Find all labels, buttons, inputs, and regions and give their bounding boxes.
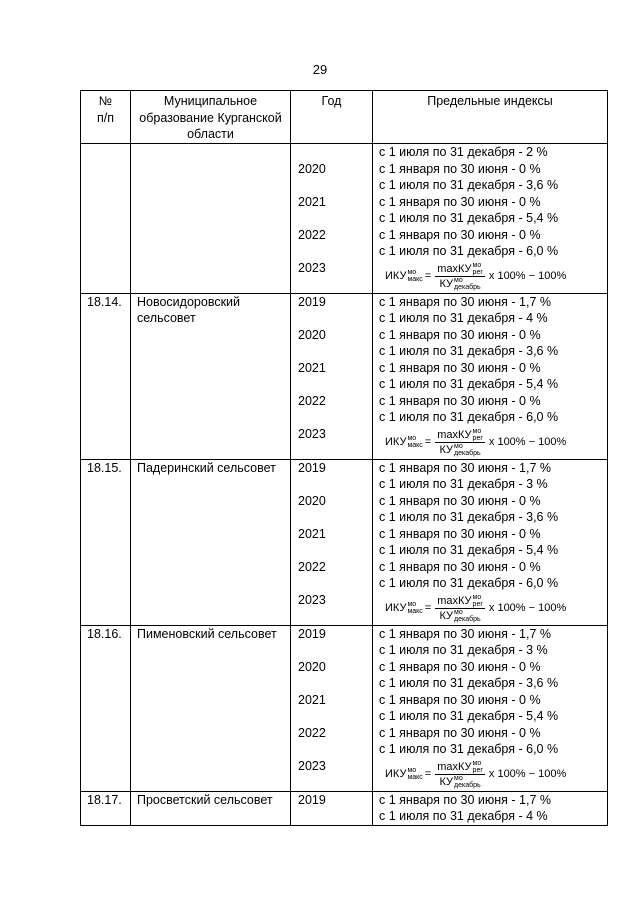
formula-numerator (435, 760, 485, 775)
year-label: 2020 (298, 161, 326, 176)
indices-cell (373, 144, 608, 294)
formula-den-text: КУ (439, 277, 453, 290)
index-line: с 1 июля по 31 декабря - 3,6 % (379, 676, 559, 690)
formula-lhs-sup: мо (407, 601, 417, 608)
year-label: 2020 (298, 659, 326, 674)
index-line: с 1 июля по 31 декабря - 6,0 % (379, 576, 559, 590)
index-line: с 1 января по 30 июня - 0 % (379, 493, 541, 508)
formula-den-index (454, 609, 481, 623)
index-line: с 1 июля по 31 декабря - 6,0 % (379, 410, 559, 424)
formula-tail: x 100% − 100% (488, 269, 567, 282)
indices-cell (373, 459, 608, 625)
year-cell (291, 459, 373, 625)
formula-num-text: maxКУ (437, 760, 472, 773)
index-line: с 1 июля по 31 декабря - 5,4 % (379, 211, 559, 225)
index-line: с 1 января по 30 июня - 0 % (379, 393, 541, 408)
municipality-name: Пименовский сельсовет (131, 625, 291, 791)
formula-den-sup: мо (454, 608, 463, 616)
year-label: 2022 (298, 559, 326, 574)
formula-den-sub: декабрь (454, 615, 481, 623)
year-label: 2019 (298, 792, 326, 807)
index-line: с 1 июля по 31 декабря - 5,4 % (379, 709, 559, 723)
header-year: Год (291, 91, 373, 144)
year-label: 2021 (298, 692, 326, 707)
index-line: с 1 июля по 31 декабря - 4 % (379, 311, 548, 325)
formula-lhs-sup: мо (407, 269, 417, 276)
header-indices: Предельные индексы (373, 91, 608, 144)
index-line: с 1 июля по 31 декабря - 3,6 % (379, 510, 559, 524)
municipality-name: Новосидоровский сельсовет (131, 293, 291, 459)
formula-den-text: КУ (439, 775, 453, 788)
formula-lhs-sup: мо (407, 435, 417, 442)
index-line: с 1 января по 30 июня - 0 % (379, 161, 541, 176)
formula-lhs-index (407, 435, 422, 449)
index-line: с 1 июля по 31 декабря - 3 % (379, 477, 548, 491)
year-cell (291, 144, 373, 294)
table-row (81, 791, 608, 825)
formula-den-text: КУ (439, 609, 453, 622)
year-label: 2021 (298, 526, 326, 541)
index-line: с 1 января по 30 июня - 0 % (379, 327, 541, 342)
formula-num-sub: рег (472, 268, 483, 276)
formula-lhs: ИКУ (385, 269, 407, 282)
formula-fraction (435, 760, 485, 789)
row-number: 18.17. (81, 791, 131, 825)
formula-denominator (437, 443, 482, 457)
formula-lhs: ИКУ (385, 601, 407, 614)
formula-den-index (454, 277, 481, 291)
formula-lhs-index (407, 601, 422, 615)
index-line: с 1 января по 30 июня - 1,7 % (379, 792, 551, 807)
index-line: с 1 июля по 31 декабря - 3,6 % (379, 178, 559, 192)
formula-tail: x 100% − 100% (488, 767, 567, 780)
formula-num-sup: мо (472, 593, 482, 601)
formula-tail: x 100% − 100% (488, 601, 567, 614)
year-cell (291, 293, 373, 459)
formula-lhs-index (407, 269, 422, 283)
row-number: 18.14. (81, 293, 131, 459)
year-label: 2022 (298, 725, 326, 740)
year-cell (291, 791, 373, 825)
formula-numerator (435, 428, 485, 443)
formula (379, 426, 607, 459)
formula-num-index (473, 594, 483, 608)
year-label: 2023 (298, 592, 326, 607)
municipality-name (131, 144, 291, 294)
formula-fraction (435, 428, 485, 457)
index-line: с 1 июля по 31 декабря - 6,0 % (379, 742, 559, 756)
municipality-name: Падеринский сельсовет (131, 459, 291, 625)
index-line: с 1 января по 30 июня - 0 % (379, 227, 541, 242)
year-label: 2019 (298, 626, 326, 641)
indices-cell (373, 625, 608, 791)
index-line: с 1 января по 30 июня - 0 % (379, 559, 541, 574)
formula-equals: = (424, 269, 432, 282)
year-label: 2023 (298, 260, 326, 275)
index-line: с 1 января по 30 июня - 0 % (379, 526, 541, 541)
formula-den-index (454, 443, 481, 457)
formula-den-index (454, 775, 481, 789)
formula-lhs-sub: макс (407, 442, 423, 449)
table-row (81, 459, 608, 625)
year-label: 2020 (298, 493, 326, 508)
year-cell (291, 625, 373, 791)
formula (379, 758, 607, 791)
formula-numerator (435, 594, 485, 609)
year-label (298, 144, 372, 161)
year-label: 2020 (298, 327, 326, 342)
header-municipality: Муниципальное образование Курганской области (131, 91, 291, 144)
formula-equals: = (424, 435, 432, 448)
index-line: с 1 января по 30 июня - 1,7 % (379, 294, 551, 309)
formula-num-text: maxКУ (437, 428, 472, 441)
row-number: 18.15. (81, 459, 131, 625)
formula-lhs: ИКУ (385, 435, 407, 448)
index-line: с 1 января по 30 июня - 0 % (379, 692, 541, 707)
table-row (81, 293, 608, 459)
formula-den-sub: декабрь (454, 283, 481, 291)
index-line: с 1 июля по 31 декабря - 4 % (379, 809, 548, 823)
formula-lhs-sub: макс (407, 276, 423, 283)
formula-num-sub: рег (472, 766, 483, 774)
year-label: 2023 (298, 426, 326, 441)
formula-den-text: КУ (439, 443, 453, 456)
index-line: с 1 января по 30 июня - 0 % (379, 725, 541, 740)
formula-denominator (437, 609, 482, 623)
formula-lhs: ИКУ (385, 767, 407, 780)
formula-num-index (473, 428, 483, 442)
formula-fraction (435, 262, 485, 291)
row-number (81, 144, 131, 294)
year-label: 2021 (298, 360, 326, 375)
formula-den-sup: мо (454, 774, 463, 782)
year-label: 2021 (298, 194, 326, 209)
indices-cell (373, 293, 608, 459)
formula-num-sup: мо (472, 759, 482, 767)
formula-num-sub: рег (472, 600, 483, 608)
index-line: с 1 января по 30 июня - 1,7 % (379, 626, 551, 641)
index-line: с 1 января по 30 июня - 0 % (379, 360, 541, 375)
page-number: 29 (312, 62, 328, 77)
index-line: с 1 июля по 31 декабря - 5,4 % (379, 543, 559, 557)
table-header-row (81, 91, 608, 144)
table-row (81, 625, 608, 791)
index-line: с 1 января по 30 июня - 1,7 % (379, 460, 551, 475)
formula-num-text: maxКУ (437, 594, 472, 607)
formula (379, 592, 607, 625)
table-row (81, 144, 608, 294)
index-line: с 1 июля по 31 декабря - 5,4 % (379, 377, 559, 391)
formula-denominator (437, 277, 482, 291)
formula-lhs-index (407, 767, 422, 781)
formula-num-index (473, 760, 483, 774)
index-line: с 1 июля по 31 декабря - 6,0 % (379, 244, 559, 258)
year-label: 2023 (298, 758, 326, 773)
year-label: 2022 (298, 393, 326, 408)
formula-num-sup: мо (472, 427, 482, 435)
formula-num-text: maxКУ (437, 262, 472, 275)
formula-den-sub: декабрь (454, 781, 481, 789)
formula (379, 260, 607, 293)
formula-denominator (437, 775, 482, 789)
formula-equals: = (424, 767, 432, 780)
year-label: 2022 (298, 227, 326, 242)
indices-cell (373, 791, 608, 825)
index-line: с 1 января по 30 июня - 0 % (379, 194, 541, 209)
index-line: с 1 июля по 31 декабря - 3,6 % (379, 344, 559, 358)
index-line: с 1 января по 30 июня - 0 % (379, 659, 541, 674)
index-line: с 1 июля по 31 декабря - 2 % (379, 145, 548, 159)
formula-den-sup: мо (454, 442, 463, 450)
year-label: 2019 (298, 460, 326, 475)
formula-lhs-sup: мо (407, 767, 417, 774)
header-number: № п/п (81, 91, 131, 144)
formula-lhs-sub: макс (407, 774, 423, 781)
formula-lhs-sub: макс (407, 608, 423, 615)
formula-den-sup: мо (454, 276, 463, 284)
year-label: 2019 (298, 294, 326, 309)
formula-equals: = (424, 601, 432, 614)
municipality-name: Просветский сельсовет (131, 791, 291, 825)
formula-tail: x 100% − 100% (488, 435, 567, 448)
formula-num-index (473, 262, 483, 276)
indices-table (80, 90, 608, 826)
formula-den-sub: декабрь (454, 449, 481, 457)
formula-numerator (435, 262, 485, 277)
formula-fraction (435, 594, 485, 623)
formula-num-sup: мо (472, 261, 482, 269)
row-number: 18.16. (81, 625, 131, 791)
index-line: с 1 июля по 31 декабря - 3 % (379, 643, 548, 657)
formula-num-sub: рег (472, 434, 483, 442)
